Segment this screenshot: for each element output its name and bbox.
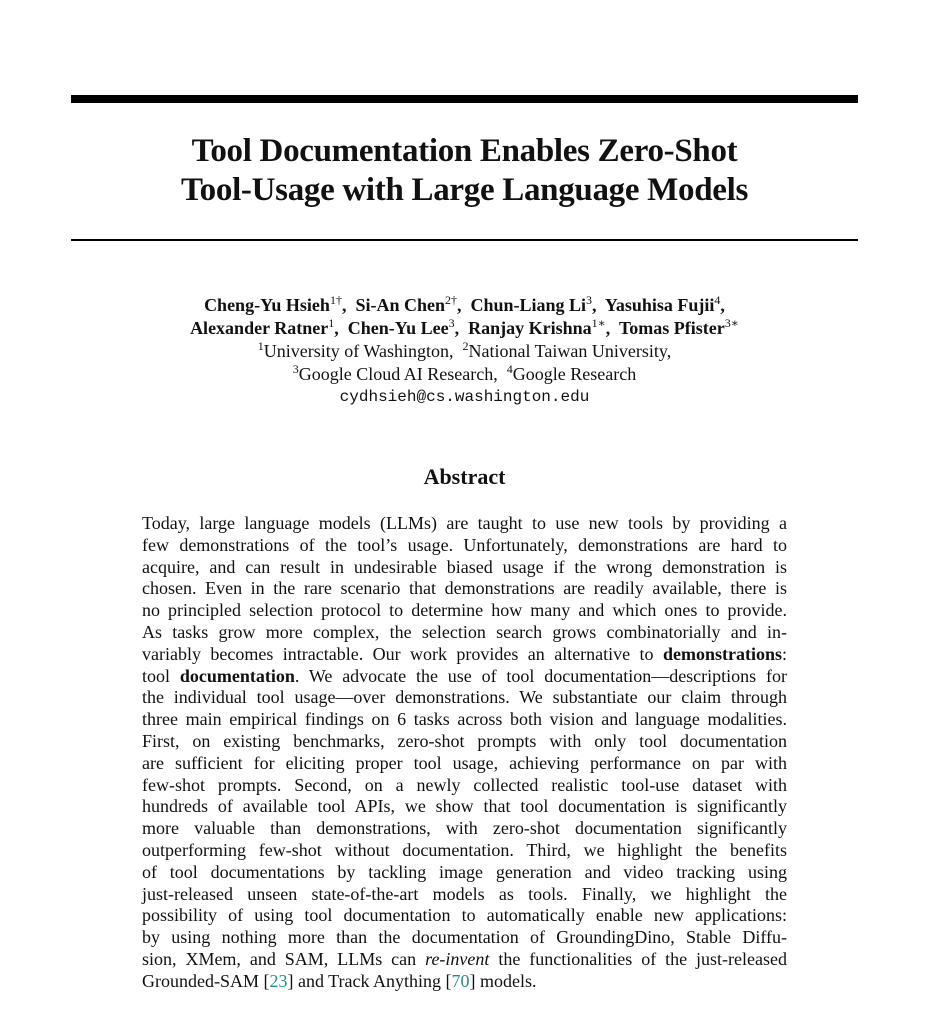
- abstract-text: tool: [142, 665, 180, 686]
- paper-title: [71, 132, 858, 210]
- abstract-line: acquire, and can result in undesirable biased usage if the wrong demonstration is: [142, 556, 787, 577]
- author-name: Si-An Chen: [355, 295, 445, 315]
- author-mark: 3: [586, 293, 593, 307]
- abstract-line: [142, 666, 787, 688]
- abstract-line: [142, 949, 787, 971]
- author-name: Cheng-Yu Hsieh: [204, 295, 330, 315]
- affiliation-mark: 4: [506, 362, 513, 376]
- abstract-line: Today, large language models (LLMs) are taught to use new tools by providing a: [142, 513, 787, 533]
- title-line-1: Tool Documentation Enables Zero-Shot: [191, 133, 738, 169]
- title-rule: [71, 239, 858, 241]
- abstract-line: more valuable than demonstrations, with zero-shot documentation significantly: [142, 818, 787, 839]
- author-mark: 1∗: [591, 316, 606, 330]
- affiliation-mark: 1: [257, 339, 264, 353]
- abstract-line: [142, 644, 787, 666]
- affiliation-name: Google Cloud AI Research: [298, 364, 494, 384]
- abstract-line: few-shot prompts. Second, on a newly collected realistic tool-use dataset with: [142, 774, 787, 795]
- abstract-text: :: [781, 643, 787, 664]
- abstract-line: possibility of using tool documentation to automatically enable new applications:: [142, 905, 787, 926]
- author-block: [71, 294, 858, 409]
- abstract-line: outperforming few-shot without documentation. Third, we highlight the benefits: [142, 839, 787, 860]
- abstract-line: three main empirical findings on 6 tasks across both vision and language modalities.: [142, 709, 787, 730]
- abstract-line: are sufficient for eliciting proper tool usage, achieving performance on par with: [142, 752, 787, 773]
- author-name: Ranjay Krishna: [468, 318, 592, 338]
- citation-link-70[interactable]: 70: [451, 970, 470, 991]
- abstract-line: the individual tool usage—over demonstrations. We substantiate our claim through: [142, 687, 787, 708]
- abstract-line: chosen. Even in the rare scenario that demonstrations are readily available, there is: [142, 578, 787, 599]
- abstract-line: few demonstrations of the tool’s usage. Unfortunately, demonstrations are hard to: [142, 534, 787, 555]
- abstract-body: [142, 513, 787, 993]
- abstract-line: of tool documentations by tackling image generation and video tracking using: [142, 861, 787, 882]
- author-name: Tomas Pfister: [618, 318, 725, 338]
- abstract-text: the functionalities of the just-released: [489, 948, 788, 969]
- affiliation-line-2: $^3$Google Cloud AI Research, $^4$Google Research: [292, 362, 637, 384]
- emphasis-documentation: documentation: [179, 665, 295, 686]
- affiliation-name: University of Washington: [263, 341, 449, 361]
- abstract-text: sion, XMem, and SAM, LLMs can: [142, 948, 426, 969]
- title-line-2: Tool-Usage with Large Language Models: [180, 172, 749, 208]
- author-line-1: Cheng-Yu Hsieh$^{1\dagger}$, Si-An Chen$^{2\dagger}$, Chun-Liang Li$^3$, Yasuhisa Fujii$^4$,: [204, 293, 725, 315]
- author-mark: 1: [328, 316, 335, 330]
- abstract-line: just-released unseen state-of-the-art models as tools. Finally, we highlight the: [142, 883, 787, 904]
- top-rule: [71, 95, 858, 103]
- affiliation-name: Google Research: [512, 364, 637, 384]
- abstract-heading: Abstract: [423, 464, 506, 489]
- emphasis-demonstrations: demonstrations: [662, 643, 782, 664]
- affiliation-mark: 2: [462, 339, 469, 353]
- author-mark: 1†: [329, 293, 342, 307]
- abstract-line: hundreds of available tool APIs, we show that tool documentation is significantly: [142, 796, 787, 817]
- emphasis-reinvent: re-invent: [425, 948, 490, 969]
- author-name: Yasuhisa Fujii: [604, 295, 715, 315]
- author-name: Chun-Liang Li: [470, 295, 587, 315]
- abstract-text: Grounded-SAM [: [142, 970, 270, 991]
- citation-link-23[interactable]: 23: [269, 970, 288, 991]
- affiliation-line-1: $^1$University of Washington, $^2$National Taiwan University,: [257, 339, 672, 361]
- abstract-text: ] models.: [469, 970, 537, 991]
- abstract-line: As tasks grow more complex, the selection search grows combinatorially and in-: [142, 621, 787, 642]
- author-name: Chen-Yu Lee: [347, 318, 449, 338]
- abstract-text: . We advocate the use of tool documentation—descriptions for: [294, 665, 787, 686]
- abstract-text: ] and Track Anything [: [287, 970, 452, 991]
- abstract-line: by using nothing more than the documentation of GroundingDino, Stable Diffu-: [142, 927, 787, 948]
- author-name: Alexander Ratner: [190, 318, 329, 338]
- abstract-line: First, on existing benchmarks, zero-shot prompts with only tool documentation: [142, 730, 787, 751]
- abstract-text: variably becomes intractable. Our work provides an alternative to: [142, 643, 663, 664]
- author-mark: 2†: [444, 293, 457, 307]
- author-mark: 3: [448, 316, 455, 330]
- affiliation-mark: 3: [292, 362, 299, 376]
- affiliation-name: National Taiwan University: [468, 341, 667, 361]
- author-mark: 3∗: [724, 316, 739, 330]
- author-mark: 4: [714, 293, 721, 307]
- author-line-2: Alexander Ratner$^1$, Chen-Yu Lee$^3$, Ranjay Krishna$^{1∗}$, Tomas Pfister$^{3∗}$: [190, 316, 739, 338]
- author-email: cydhsieh@cs.washington.edu: [339, 388, 590, 406]
- abstract-line: no principled selection protocol to determine how many and which ones to provide.: [142, 600, 787, 621]
- abstract-line: [142, 971, 787, 993]
